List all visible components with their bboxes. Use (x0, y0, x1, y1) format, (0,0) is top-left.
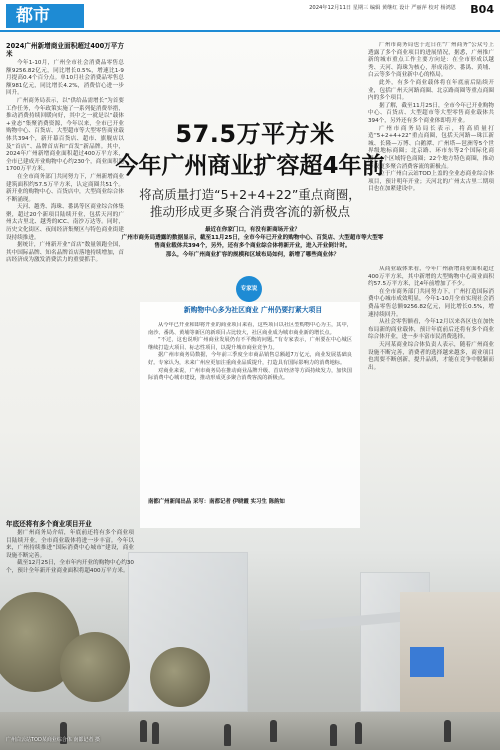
inset-text (148, 322, 352, 494)
expert-badge: 专家说 (236, 276, 262, 302)
paragraph: 广州市商务局局长表示，将高质量打造“5+2+4+22”重点商圈，包括天河路—珠江新城、长隆—万博、白鹅潭、广州塔—琶洲等5个世界级地标商圈；北京路、环市东等2个国际化商圈；4个区域特色商圈；22个地方特色商圈，推动形成更多聚合消费客流的新极点。 (368, 125, 494, 170)
lead-paragraph (120, 226, 385, 259)
page-number: B04 (470, 3, 494, 16)
paragraph: 对商业来说，广州市商务局在推动商业品牌升级、首店经济等方面持续发力，加快国际消费中心城市建设，推动形成更多聚合消费客流的新极点。 (148, 367, 352, 382)
paragraph: 广州市商务局也于近日在“广州商务”公众号上透露了多个商业项目的进展情况，据悉，广州推广新的城市重点工作主要方向是：在全市形成以越秀、天河、海珠为核心，形成南沙、番禺、黄埔、白云等多个商业新中心的格局。 (368, 42, 494, 79)
photo-caption: 广州白云站TOD某商业综合体 南都记者 摄 (6, 737, 101, 743)
paragraph: 天河某商业综合体负责人表示，随着广州商业设施不断完善，消费者的选择越来越多，商业项目也需要不断创新，提升品质，才能在竞争中脱颖而出。 (368, 341, 494, 371)
paragraph: 天河、越秀、海珠、番禺等区商业综合体集聚，超过20个新项目陆续开业，包括天河的广州太古里北、越秀的ICC、南沙万达等。同时，历史文化街区、夜间经济集聚区与特色商业街建设持续推进。 (6, 204, 124, 241)
section-tag: 都市 (6, 4, 84, 28)
date-line: 2024年12月11日 星期三 编辑 黄继红 设计 严丽萍 校对 杨鸿恩 (309, 5, 456, 11)
paragraph: 在全市商务部门共同努力下，广州打造国际消费中心城市成效明显，今年1-10月全市实现社会消费品零售总额9256.82亿元，同比增长0.5%，增速持续回升。 (368, 288, 494, 318)
headline-primary: 57.5万平方米 (175, 120, 335, 148)
paragraph: 据了解，截至11月25日，全市今年已开业购物中心、百货店、大型超市等大型零售商业载体共394个，另外还有多个商业体即将开业。 (368, 102, 494, 124)
subheadline (95, 186, 405, 220)
right-article-2 (368, 266, 494, 516)
paragraph: “不过，这也说明广州商业发展仍有不平衡的问题。”有专家表示，广州要在中心城区继续打造大项目、标志性项目，以提升城市商业竞争力。 (148, 337, 352, 351)
page-header (0, 0, 500, 30)
paragraph: 广州商务局表示，以“供给品需增长”为首要工作任务，今年政策实施了一系列促消费举措，推动消费持续回暖向好，其中之一就是以“载体+业态”集聚消费资源，今年以来，全市已开业购物中心、百货店、大型超市等大型零售商业载体共394个，新开幕百货店、超市、旗舰店以及“首店”、品牌首店和“首发”新品牌。其中，2024年广州新增商业面积超过400万平方米，全市已建成开业购物中心约230个，商业面积超1700万平方米。 (6, 97, 124, 173)
lead-line-1: 最近在你家门口，有没有新商场开业？ (204, 227, 301, 233)
paragraph: 据广州商务局介绍，年底前还将有多个商业项目陆续开业，全市商业载体将进一步丰富。今年以来，广州持续推进“国际消费中心城市”建设，商业设施不断完善。 (6, 530, 134, 559)
paragraph: 从今年已开业和即将开业的商业项目来看，这些项目以社区型购物中心为主，其中，南沙、番禺、黄埔等新区的新项目占比较大，社区商业成为城市商业新的增长点。 (148, 322, 352, 336)
paragraph: 今年1-10月，广州全市社会消费品零售总额9256.82亿元，同比增长0.5%，增速比1-9月提高0.4个百分点。单10月社会消费品零售总额981亿元，同比增长4.2%，消费信心进一步回升。 (6, 60, 124, 97)
paragraph: 截至12月25日，全市年内开业的购物中心约30个，预计全年新开业商业面积将超400万平方米。 (6, 560, 134, 574)
paragraph: 在全市商务部门共同努力下，广州新增商业建筑面积约57.5万平方米，认定商圈共51个。新开业的购物中心、百货店中，大型商业综合体不断涌现。 (6, 173, 124, 203)
left-article-2-heading: 年底还将有多个商业项目开业 (6, 520, 92, 528)
lead-line-3: 那么，今年广州商业扩容的规模和区域布局如何，新增了哪些商业体？ (165, 251, 340, 258)
right-article (368, 42, 494, 260)
paragraph: 从商业载体来看，今年广州新增商业面积超过400万平方米，其中新增的大型购物中心商业面积约57.5万平方米，比4年前增加了不少。 (368, 266, 494, 288)
header-rule (0, 30, 500, 32)
paragraph: 据广州市商务局数据，今年前三季度全市商品销售总额超7万亿元，商业发展基础良好。专家认为，未来广州应更加注重商业品质提升，打造具有国际影响力的消费地标。 (148, 352, 352, 366)
headline-secondary: 今年广州商业扩容超4年前 (115, 153, 385, 179)
paragraph: 据统计，广州新开业“首店”数量领跑全国，其中国际品牌、知名品牌首店落地持续增加，首店经济成为激发消费活力的重要抓手。 (6, 242, 124, 264)
paragraph: 此外，有多个商业载体将在年底前后陆续开业，包括广州天河路商圈、北京路商圈等重点商圈内的多个项目。 (368, 79, 494, 102)
paragraph: 从社会零售额看，今年12月以来各区也在加快布局新的商业载体，预计年底前后还将有多个商业综合体开业，进一步丰富市民消费选择。 (368, 319, 494, 341)
inset-byline: 南都广州新闻出品 采写：南都记者 伊晓霞 实习生 陈韵如 (148, 499, 285, 505)
inset-title: 新购物中心多为社区商业 广州仍要打紧大项目 (183, 306, 323, 314)
paragraph: 位于广州白云站TOD上盖的全业态商业综合体项目，预计明年开业；天河北的广州太古里二期项目也在加紧建设中。 (368, 171, 494, 193)
left-article (6, 42, 124, 502)
left-article-2 (6, 520, 134, 590)
left-article-heading: 2024广州新增商业面积超过400万平方米 (6, 42, 124, 58)
subheadline-line-1: 将高质量打造“5+2+4+22”重点商圈， (139, 187, 361, 202)
subheadline-line-2: 推动形成更多聚合消费客流的新极点 (149, 204, 350, 219)
lead-line-2: 广州市商务局透露的数据显示，截至11月25日，全市今年已开业的购物中心、百货店、大型超市等大型零售商业载体共394个，另外，还有多个商业综合体将新开业，进入开业倒计时。 (121, 235, 384, 250)
